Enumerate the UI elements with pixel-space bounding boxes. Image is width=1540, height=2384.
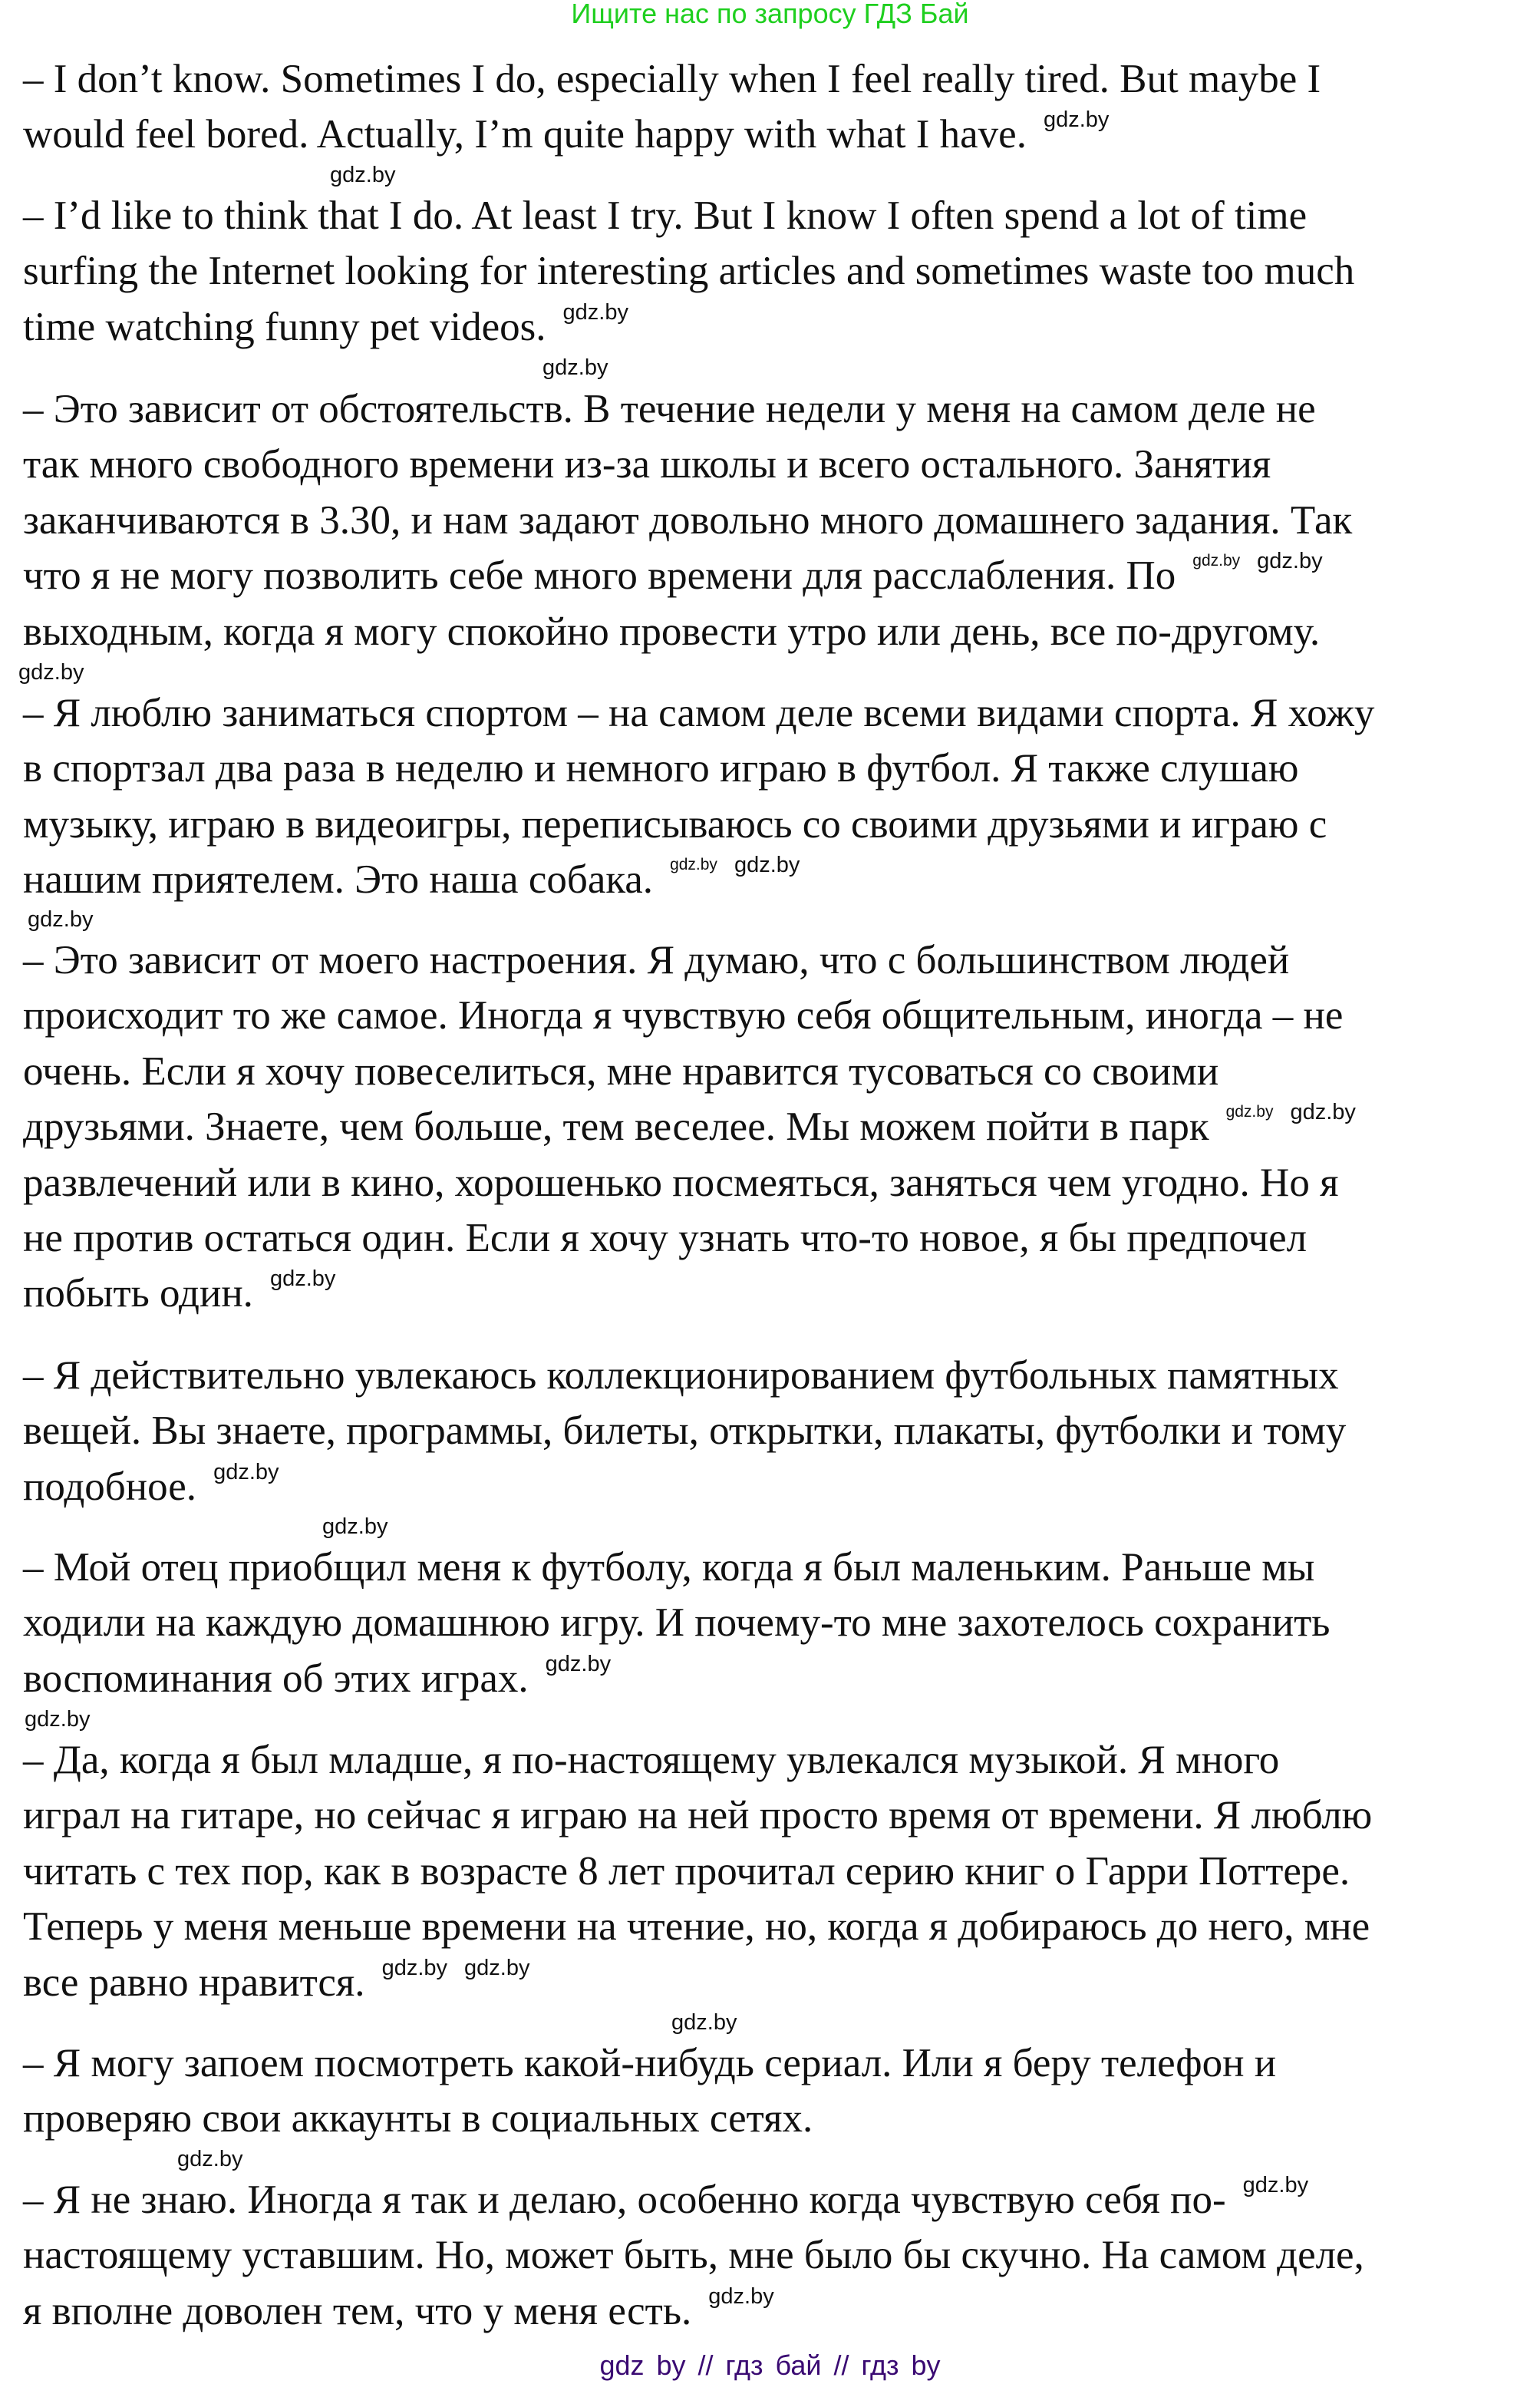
text-line: [23, 1899, 1372, 1954]
text-line-content: читать с тех пор, как в возрасте 8 лет прочитал серию книг о Гарри Поттере.: [23, 1848, 1350, 1894]
answer-paragraph: [23, 685, 1374, 908]
text-line: [23, 1459, 1346, 1514]
gdz-watermark: gdz.by: [28, 907, 94, 933]
answer-paragraph: [23, 188, 1354, 355]
text-line-content: заканчиваются в 3.30, и нам задают довольно много домашнего задания. Так: [23, 497, 1353, 543]
text-line-content: Теперь у меня меньше времени на чтение, но, когда я добираюсь до него, мне: [23, 1904, 1370, 1950]
text-line-content: выходным, когда я могу спокойно провести утро или день, все по-другому.: [23, 609, 1321, 654]
text-line-content: surfing the Internet looking for interesting articles and sometimes waste too much: [23, 249, 1355, 294]
text-line-content: побыть один.: [23, 1271, 253, 1316]
gdz-watermark: gdz.by: [1225, 1103, 1274, 1121]
text-line: [23, 988, 1356, 1043]
text-line-content: все равно нравится.: [23, 1960, 365, 2005]
text-line-content: – Это зависит от обстоятельств. В течение недели у меня на самом деле не: [23, 387, 1316, 431]
text-line: [23, 2091, 1276, 2146]
gdz-watermark: gdz.by: [1043, 107, 1110, 133]
text-line-content: так много свободного времени из-за школы и всего остального. Занятия: [23, 442, 1271, 487]
text-line: [23, 797, 1374, 852]
text-line: [23, 1540, 1330, 1595]
gdz-watermark: gdz.by: [1242, 2173, 1309, 2197]
text-line: [23, 299, 1354, 355]
gdz-watermark: gdz.by: [1192, 552, 1241, 570]
gdz-watermark: gdz.by: [464, 1955, 530, 1980]
gdz-watermark: gdz.by: [734, 853, 800, 878]
text-line-content: – Я действительно увлекаюсь коллекционированием футбольных памятных: [23, 1353, 1339, 1398]
text-line-content: time watching funny pet videos.: [23, 304, 546, 349]
answer-paragraph: [23, 1348, 1346, 1514]
gdz-watermark: gdz.by: [269, 1266, 336, 1292]
answer-paragraph: [23, 51, 1321, 163]
text-line: [23, 1266, 1356, 1321]
text-line-content: – I don’t know. Sometimes I do, especially when I feel really tired. But maybe I: [23, 57, 1321, 101]
text-line: [23, 2283, 1364, 2339]
text-line: [23, 1348, 1346, 1403]
text-line: [23, 852, 1374, 907]
text-line: [23, 1155, 1356, 1210]
text-line: [23, 1403, 1346, 1458]
text-line-content: – Я люблю заниматься спортом – на самом деле всеми видами спорта. Я хожу: [23, 691, 1375, 735]
answer-paragraph: [23, 2036, 1276, 2147]
text-line-content: ходили на каждую домашнюю игру. И почему-то мне захотелось сохранить: [23, 1600, 1331, 1646]
text-line-content: подобное.: [23, 1464, 197, 1509]
search-banner: Ищите нас по запросу ГДЗ Бай: [571, 0, 969, 29]
text-line: [23, 51, 1321, 107]
answer-paragraph: [23, 1732, 1372, 2010]
text-line-content: очень. Если я хочу повеселиться, мне нравится тусоваться со своими: [23, 1048, 1219, 1094]
text-line-content: – I’d like to think that I do. At least I try. But I know I often spend a lot of time: [23, 193, 1308, 238]
gdz-watermark: gdz.by: [671, 2010, 737, 2035]
text-line-content: вещей. Вы знаете, программы, билеты, открытки, плакаты, футболки и тому: [23, 1408, 1347, 1454]
text-line: [23, 493, 1352, 548]
text-line: [23, 1955, 1372, 2010]
gdz-watermark: gdz.by: [177, 2146, 243, 2171]
text-line: [23, 188, 1354, 243]
text-line-content: настоящему уставшим. Но, может быть, мне было бы скучно. На самом деле,: [23, 2233, 1364, 2278]
gdz-watermark: gdz.by: [18, 659, 84, 685]
text-line: [23, 2036, 1276, 2091]
text-line: [23, 741, 1374, 796]
text-line: [23, 381, 1352, 437]
gdz-watermark: gdz.by: [670, 856, 717, 874]
text-line: [23, 548, 1352, 603]
text-line-content: в спортзал два раза в неделю и немного играю в футбол. Я также слушаю: [23, 746, 1299, 791]
text-line: [23, 1595, 1330, 1650]
gdz-watermark: gdz.by: [562, 299, 628, 325]
text-line: [23, 1651, 1330, 1706]
answer-paragraph: [23, 2172, 1364, 2339]
text-line-content: развлечений или в кино, хорошенько посмеяться, заняться чем угодно. Но я: [23, 1160, 1339, 1205]
text-line-content: что я не могу позволить себе много времени для расслабления. По: [23, 553, 1176, 599]
gdz-watermark: gdz.by: [545, 1651, 612, 1676]
footer-watermark: gdz by // гдз бай // гдз by: [599, 2349, 941, 2381]
text-line-content: друзьями. Знаете, чем больше, тем веселее. Мы можем пойти в парк: [23, 1104, 1209, 1150]
text-line: [23, 1210, 1356, 1266]
gdz-watermark: gdz.by: [330, 162, 396, 187]
text-line: [23, 933, 1356, 988]
text-line: [23, 1044, 1356, 1099]
gdz-watermark: gdz.by: [25, 1706, 91, 1732]
text-line-content: проверяю свои аккаунты в социальных сетях.: [23, 2096, 813, 2141]
text-line: [23, 1788, 1372, 1843]
gdz-watermark: gdz.by: [542, 355, 608, 381]
text-line-content: я вполне доволен тем, что у меня есть.: [23, 2288, 692, 2333]
text-line: [23, 437, 1352, 492]
text-line-content: – Это зависит от моего настроения. Я думаю, что с большинством людей: [23, 938, 1290, 982]
gdz-watermark: gdz.by: [322, 1514, 388, 1540]
text-line: [23, 107, 1321, 162]
answer-paragraph: [23, 1540, 1330, 1706]
text-line: [23, 1732, 1372, 1788]
text-line: [23, 243, 1354, 299]
text-line-content: играл на гитаре, но сейчас я играю на ней просто время от времени. Я люблю: [23, 1793, 1373, 1838]
text-line: [23, 685, 1374, 741]
text-line-content: – Я могу запоем посмотреть какой-нибудь сериал. Или я беру телефон и: [23, 2041, 1277, 2085]
gdz-watermark: gdz.by: [1290, 1100, 1356, 1125]
text-line-content: не против остаться один. Если я хочу узнать что-то новое, я бы предпочел: [23, 1215, 1308, 1260]
gdz-watermark: gdz.by: [381, 1955, 448, 1980]
text-line-content: музыку, играю в видеоигры, переписываюсь со своими друзьями и играю с: [23, 801, 1327, 847]
gdz-watermark: gdz.by: [1257, 549, 1323, 574]
text-line: [23, 604, 1352, 659]
text-line: [23, 2172, 1364, 2227]
gdz-watermark: gdz.by: [213, 1459, 279, 1484]
text-line-content: would feel bored. Actually, I’m quite happy with what I have.: [23, 112, 1027, 157]
text-line-content: – Да, когда я был младше, я по-настоящему увлекался музыкой. Я много: [23, 1738, 1280, 1782]
gdz-watermark: gdz.by: [708, 2283, 774, 2309]
text-line-content: происходит то же самое. Иногда я чувствую себя общительным, иногда – не: [23, 993, 1344, 1038]
answer-paragraph: [23, 381, 1352, 659]
text-line: [23, 1099, 1356, 1154]
text-line: [23, 2227, 1364, 2283]
text-line: [23, 1844, 1372, 1899]
answer-paragraph: [23, 933, 1356, 1322]
text-line-content: – Я не знаю. Иногда я так и делаю, особенно когда чувствую себя по-: [23, 2178, 1226, 2222]
text-line-content: – Мой отец приобщил меня к футболу, когда я был маленьким. Раньше мы: [23, 1545, 1315, 1590]
text-line-content: нашим приятелем. Это наша собака.: [23, 857, 654, 903]
text-line-content: воспоминания об этих играх.: [23, 1656, 529, 1701]
